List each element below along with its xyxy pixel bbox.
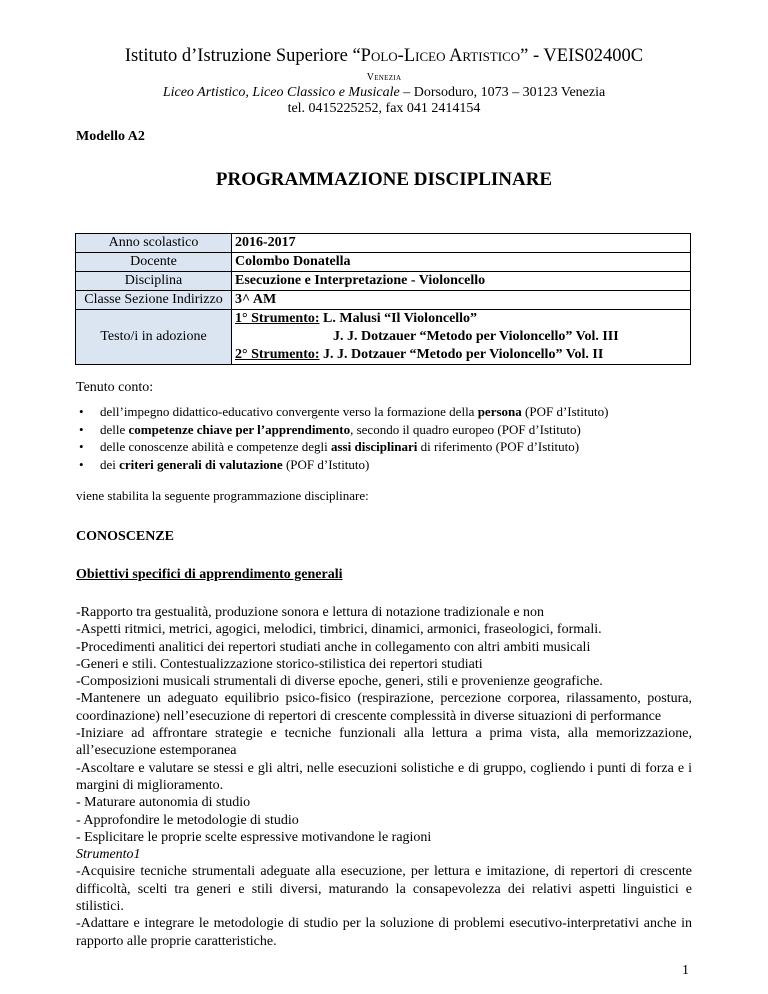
classe-label: Classe Sezione Indirizzo	[76, 291, 232, 310]
objective-paragraph: -Ascoltare e valutare se stessi e gli altri, nelle esecuzioni solistiche e di gruppo, cogliendo i punti di forza e i margini di miglioramento.	[76, 760, 692, 793]
criteria-list	[76, 403, 696, 473]
header-text-post: ” - VEIS02400C	[520, 46, 644, 66]
school-types: Liceo Artistico, Liceo Classico e Musicale	[162, 85, 400, 100]
criteria-text: , secondo il quadro europeo (POF d’Istituto)	[350, 421, 581, 437]
testo-text-3: J. J. Dotzauer “Metodo per Violoncello” Vol. II	[319, 347, 604, 362]
criteria-item	[76, 403, 696, 421]
info-row-docente	[76, 253, 691, 272]
info-row-classe	[76, 291, 691, 310]
header-text-pre: Istituto d’Istruzione Superiore “	[124, 46, 361, 66]
criteria-text: di riferimento (POF d’Istituto)	[417, 439, 580, 454]
docente-label: Docente	[76, 253, 232, 272]
objectives-body	[76, 604, 692, 950]
bullet-icon: •	[79, 404, 84, 419]
criteria-text: delle	[100, 421, 129, 437]
subsection-title: Obiettivi specifici di apprendimento generali	[76, 567, 343, 582]
testo-prefix-3: 2° Strumento:	[235, 347, 320, 362]
testi-value	[232, 310, 691, 365]
header-text-smallcaps: Polo-Liceo Artistico	[360, 46, 521, 66]
intro-closing: viene stabilita la seguente programmazione disciplinare:	[76, 488, 369, 503]
criteria-item	[76, 456, 696, 474]
bullet-icon: •	[79, 421, 84, 437]
objective-paragraph: -Generi e stili. Contestualizzazione storico-stilistica dei repertori studiati	[76, 656, 483, 672]
objective-paragraph: -Rapporto tra gestualità, produzione sonora e lettura di notazione tradizionale e non	[76, 605, 545, 620]
info-table	[75, 233, 691, 365]
document-title: PROGRAMMAZIONE DISCIPLINARE	[215, 169, 553, 190]
criteria-bold: criteri generali di valutazione	[119, 456, 283, 472]
criteria-text: delle conoscenze abilità e competenze degli	[100, 439, 331, 454]
objective-paragraph: -Composizioni musicali strumentali di diverse epoche, generi, stili e provenienze geografiche.	[76, 674, 603, 690]
school-name-header	[0, 46, 768, 67]
criteria-item	[76, 438, 696, 456]
school-contacts: tel. 0415225252, fax 041 2414154	[287, 101, 481, 116]
objective-paragraph: -Procedimenti analitici dei repertori studiati anche in collegamento con altri ambiti musicali	[76, 639, 591, 655]
school-city: Venezia	[366, 72, 402, 83]
objective-paragraph: -Iniziare ad affrontare strategie e tecniche funzionali alla lettura a prima vista, alla memorizzazione, all’esecuzione estemporanea	[76, 726, 692, 759]
objective-paragraph: - Esplicitare le proprie scelte espressive motivandone le ragioni	[76, 829, 432, 845]
objective-paragraph: -Aspetti ritmici, metrici, agogici, melodici, timbrici, dinamici, armonici, fraseologici, formali.	[76, 622, 602, 638]
criteria-text: (POF d’Istituto)	[521, 404, 609, 419]
testo-prefix-1: 1° Strumento:	[235, 311, 320, 326]
testo-line-1	[235, 310, 688, 328]
school-address: – Dorsoduro, 1073 – 30123 Venezia	[399, 85, 606, 100]
info-row-anno	[76, 234, 691, 253]
disciplina-value: Esecuzione e Interpretazione - Violoncello	[232, 272, 691, 291]
classe-value: 3^ AM	[232, 291, 691, 310]
anno-value: 2016-2017	[232, 234, 691, 253]
criteria-text: dell’impegno didattico-educativo convergente verso la formazione della	[100, 404, 478, 419]
section-title: CONOSCENZE	[76, 529, 175, 544]
tenuto-conto-label: Tenuto conto:	[76, 380, 154, 395]
objective-paragraph: -Mantenere un adeguato equilibrio psico-fisico (respirazione, percezione corporea, rilassamento, postura, coordinazione) nell’esecuzione di repertori di crescente complessità in diverse situazioni di performance	[76, 691, 692, 724]
objective-paragraph: -Acquisire tecniche strumentali adeguate alla esecuzione, per lettura e imitazione, di repertori di crescente difficoltà, scelti tra generi e stili diversi, maturando la consapevolezza dei relativi aspetti linguistici e stilistici.	[76, 864, 692, 915]
model-label: Modello A2	[76, 129, 145, 144]
bullet-icon: •	[79, 439, 84, 454]
objective-paragraph: - Maturare autonomia di studio	[76, 795, 251, 811]
testo-line-2: J. J. Dotzauer “Metodo per Violoncello” Vol. III	[333, 329, 619, 344]
anno-label: Anno scolastico	[76, 234, 232, 253]
info-row-disciplina	[76, 272, 691, 291]
docente-value: Colombo Donatella	[232, 253, 691, 272]
info-row-testi	[76, 310, 691, 365]
criteria-text: (POF d’Istituto)	[282, 456, 370, 472]
page-number: 1	[682, 963, 689, 978]
instrument-label: Strumento1	[76, 847, 141, 863]
school-types-address	[0, 85, 768, 101]
objective-paragraph: - Approfondire le metodologie di studio	[76, 812, 299, 828]
disciplina-label: Disciplina	[76, 272, 232, 291]
criteria-bold: persona	[477, 404, 522, 419]
testo-text-1: L. Malusi “Il Violoncello”	[319, 311, 478, 326]
bullet-icon: •	[79, 456, 84, 472]
criteria-bold: competenze chiave per l’apprendimento	[128, 421, 351, 437]
testo-line-3	[235, 346, 688, 364]
testi-label: Testo/i in adozione	[76, 310, 232, 365]
criteria-text: dei	[100, 456, 120, 472]
criteria-item	[76, 421, 696, 439]
objective-paragraph: -Adattare e integrare le metodologie di studio per la soluzione di problemi esecutivo-interpretativi anche in rapporto alle proprie caratteristiche.	[76, 916, 692, 949]
criteria-bold: assi disciplinari	[331, 439, 418, 454]
